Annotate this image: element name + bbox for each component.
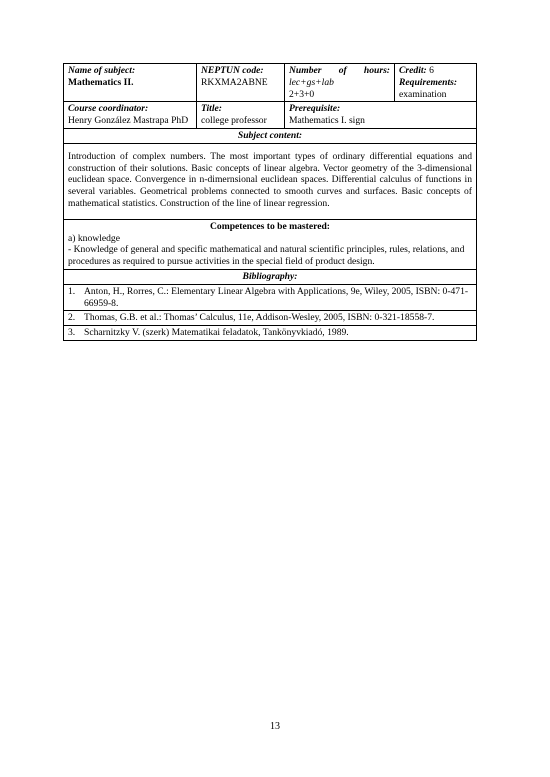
bibliography-number: 1. xyxy=(68,285,76,297)
prereq-cell xyxy=(285,102,477,129)
competences-item-label: a) knowledge xyxy=(68,232,120,244)
competences-cell xyxy=(64,219,477,269)
course-table xyxy=(63,63,477,341)
neptun-label: NEPTUN code: xyxy=(201,65,264,76)
hours-value: 2+3+0 xyxy=(289,88,315,100)
subject-cell xyxy=(64,64,197,102)
credit-cell xyxy=(395,64,477,102)
competences-item-text: - Knowledge of general and specific mathematical and natural scientific principles, rules, relations, and procedures as required to pursue activities in the special field of product design. xyxy=(68,244,465,268)
bibliography-heading: Bibliography: xyxy=(64,269,477,284)
page-number: 13 xyxy=(270,721,280,732)
competences-heading: Competences to be mastered: xyxy=(210,220,330,232)
neptun-cell xyxy=(197,64,285,102)
header-row xyxy=(64,64,477,102)
bibliography-heading-row xyxy=(64,269,477,284)
coordinator-value: Henry González Mastrapa PhD xyxy=(68,115,189,127)
bibliography-item xyxy=(64,326,477,341)
content-heading-row xyxy=(64,128,477,143)
prereq-value: Mathematics I. sign xyxy=(289,115,365,127)
competences-row xyxy=(64,219,477,269)
hours-formula: lec+gs+lab xyxy=(289,76,334,88)
hours-label: Number of hours: xyxy=(289,65,390,76)
title-cell xyxy=(197,102,285,129)
subject-label: Name of subject: xyxy=(68,65,136,76)
bibliography-text: Anton, H., Rorres, C.: Elementary Linear Algebra with Applications, 9e, Wiley, 2005, ISBN: 0-471-66959-8. xyxy=(84,285,469,309)
neptun-value: RKXMA2ABNE xyxy=(201,76,268,88)
bibliography-text: Scharnitzky V. (szerk) Matematikai feladatok, Tankönyvkiadó, 1989. xyxy=(84,327,349,339)
bibliography-text: Thomas, G.B. et al.: Thomas’ Calculus, 11e, Addison-Wesley, 2005, ISBN: 0-321-18558-7. xyxy=(84,312,435,324)
content-text: Introduction of complex numbers. The most important types of ordinary differential equations and construction of their solutions. Basic concepts of linear algebra. Vector geometry of the 3-dimensional euclidean space. Convergence in n-dimernsional euclidean spaces. Differential calculus of functions in several variables. Geometrical problems connected to smooth curves and surfaces. Basic concepts of mathematical statistics. Construction of the line of linear regression. xyxy=(64,143,477,219)
subject-value: Mathematics II. xyxy=(68,76,134,88)
hours-cell xyxy=(285,64,395,102)
coordinator-cell xyxy=(64,102,197,129)
content-heading: Subject content: xyxy=(64,128,477,143)
bibliography-number: 2. xyxy=(68,312,76,324)
course-sheet xyxy=(63,63,476,341)
requirements-label: Requirements: xyxy=(399,76,458,88)
bibliography-item xyxy=(64,311,477,326)
prereq-label: Prerequisite: xyxy=(289,103,341,115)
coordinator-row xyxy=(64,102,477,129)
title-label: Title: xyxy=(201,103,222,115)
requirements-value: examination xyxy=(399,88,447,100)
bibliography-number: 3. xyxy=(68,327,76,339)
credit-value: 6 xyxy=(429,65,434,76)
content-row xyxy=(64,143,477,219)
coordinator-label: Course coordinator: xyxy=(68,103,149,115)
title-value: college professor xyxy=(201,115,267,127)
credit-label: Credit: xyxy=(399,65,427,76)
bibliography-item xyxy=(64,284,477,311)
